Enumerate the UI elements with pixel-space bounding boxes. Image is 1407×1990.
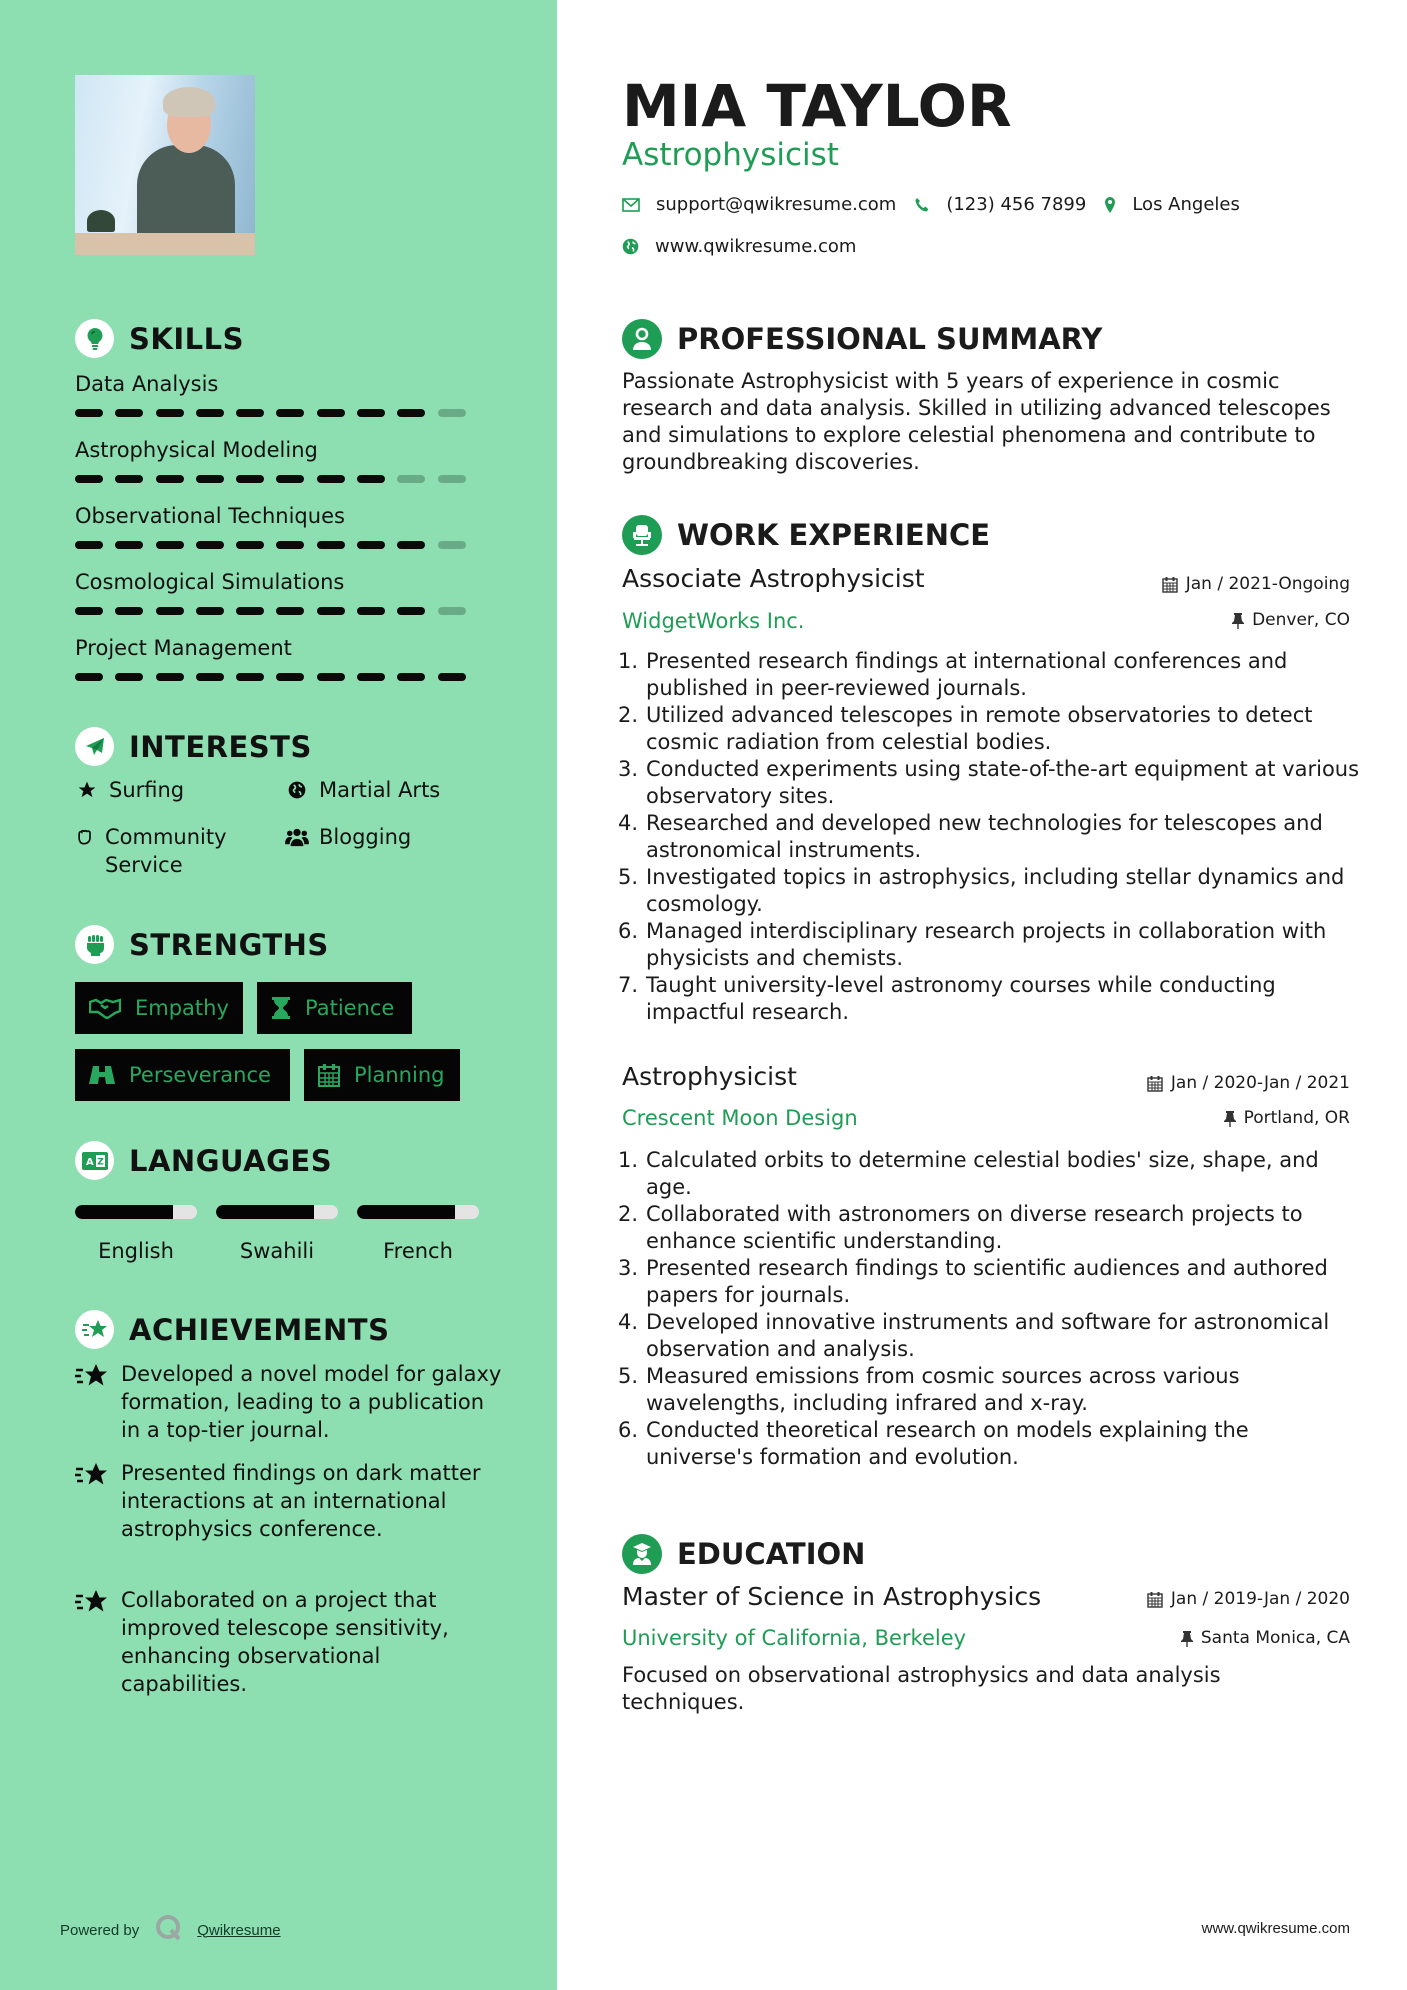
language-icon [75, 1141, 114, 1180]
education-location [1181, 1628, 1350, 1648]
job-responsibilities [617, 1147, 1362, 1471]
strength-label: Empathy [135, 996, 229, 1020]
responsibility-item [617, 810, 1362, 864]
job-location [1224, 1108, 1350, 1128]
interest-label: Blogging [319, 825, 412, 849]
skill-segment-filled [156, 541, 184, 549]
skill-segment-filled [75, 409, 103, 417]
contact-location [1104, 194, 1240, 215]
fist-icon [75, 925, 114, 964]
main-content [557, 0, 1407, 1990]
photo-person-hair [163, 87, 215, 117]
school-name: University of California, Berkeley [622, 1626, 967, 1650]
skills-section-header [75, 319, 244, 358]
responsibility-item [617, 864, 1362, 918]
users-icon [285, 823, 309, 851]
envelope-icon [622, 198, 640, 212]
skill-segment-filled [317, 673, 345, 681]
star-icon [75, 776, 99, 804]
job-location-text: Portland, OR [1243, 1108, 1350, 1128]
responsibility-item [617, 972, 1362, 1026]
achievement-text: Collaborated on a project that improved telescope sensitivity, enhancing observational capabilities. [121, 1588, 449, 1696]
skill-segment-filled [236, 607, 264, 615]
skill-segment-filled [75, 475, 103, 483]
skill-segment-empty [438, 607, 466, 615]
responsibility-item [617, 756, 1362, 810]
skill-segment-filled [276, 541, 304, 549]
interest-label: Martial Arts [319, 778, 441, 802]
responsibility-item [617, 648, 1362, 702]
contact-phone[interactable] [914, 194, 1086, 215]
binoculars-icon [89, 1064, 115, 1086]
graduate-icon [622, 1534, 662, 1574]
list-number: 5. [617, 1364, 638, 1388]
responsibility-item [617, 1147, 1362, 1201]
skill-segment-filled [156, 607, 184, 615]
job-location [1232, 610, 1350, 630]
language-proficiency-bar [75, 1205, 197, 1219]
contact-email[interactable] [622, 194, 896, 215]
website-text: www.qwikresume.com [655, 236, 857, 257]
education-dates-text: Jan / 2019-Jan / 2020 [1170, 1589, 1350, 1609]
responsibility-text: Calculated orbits to determine celestial bodies' size, shape, and age. [646, 1148, 1319, 1199]
responsibility-text: Conducted theoretical research on models explaining the universe's formation and evolution. [646, 1418, 1249, 1469]
responsibility-item [617, 1255, 1362, 1309]
strengths-heading: STRENGTHS [129, 927, 329, 962]
language-item [216, 1205, 338, 1263]
handshake-icon [89, 997, 121, 1019]
shooting-star-icon [75, 1310, 114, 1349]
list-number: 2. [617, 1202, 638, 1226]
skill-segment-empty [397, 475, 425, 483]
skill-segment-filled [115, 607, 143, 615]
responsibility-text: Developed innovative instruments and software for astronomical observation and analysis. [646, 1310, 1330, 1361]
profile-photo [75, 75, 255, 255]
list-number: 6. [617, 919, 638, 943]
photo-plant [87, 210, 115, 232]
skill-segment-filled [317, 475, 345, 483]
strength-label: Perseverance [129, 1063, 271, 1087]
list-number: 3. [617, 1256, 638, 1280]
skill-segment-filled [236, 673, 264, 681]
svg-text:Z: Z [96, 1157, 104, 1167]
contact-row [622, 194, 1258, 215]
responsibility-text: Utilized advanced telescopes in remote observatories to detect cosmic radiation from celestial bodies. [646, 703, 1313, 754]
list-number: 3. [617, 757, 638, 781]
skill-segment-filled [236, 541, 264, 549]
skill-item [75, 369, 505, 417]
achievement-text: Developed a novel model for galaxy formation, leading to a publication in a top-tier journal. [121, 1362, 502, 1442]
strength-chip [257, 982, 412, 1034]
phone-icon [914, 197, 930, 213]
list-number: 5. [617, 865, 638, 889]
responsibility-text: Managed interdisciplinary research projects in collaboration with physicists and chemists. [646, 919, 1327, 970]
education-description: Focused on observational astrophysics and data analysis techniques. [622, 1663, 1221, 1714]
hourglass-icon [271, 996, 291, 1020]
globe-icon [285, 776, 309, 804]
list-number: 4. [617, 1310, 638, 1334]
responsibility-text: Collaborated with astronomers on diverse research projects to enhance scientific understanding. [646, 1202, 1303, 1253]
skill-segment-filled [115, 673, 143, 681]
education-section-header [622, 1534, 865, 1574]
skill-segment-filled [397, 409, 425, 417]
qwikresume-logo-icon [155, 1914, 183, 1946]
email-text: support@qwikresume.com [656, 194, 897, 215]
lightbulb-icon [75, 319, 114, 358]
language-item [357, 1205, 479, 1263]
skill-segment-filled [317, 607, 345, 615]
calendar-icon [1162, 576, 1178, 593]
user-icon [622, 319, 662, 359]
responsibility-item [617, 1309, 1362, 1363]
language-proficiency-fill [216, 1205, 314, 1219]
skill-segment-filled [196, 475, 224, 483]
skill-segment-filled [276, 607, 304, 615]
skill-segment-filled [196, 673, 224, 681]
list-number: 2. [617, 703, 638, 727]
skill-segment-filled [276, 475, 304, 483]
pushpin-icon [1181, 1630, 1193, 1647]
skill-segment-empty [438, 475, 466, 483]
language-proficiency-fill [357, 1205, 455, 1219]
degree-title: Master of Science in Astrophysics [622, 1582, 1042, 1611]
skill-label: Project Management [75, 636, 292, 660]
language-label: French [383, 1239, 453, 1263]
responsibility-item [617, 702, 1362, 756]
strength-chip [75, 982, 243, 1034]
skill-segment-filled [357, 541, 385, 549]
contact-website[interactable] [622, 236, 856, 257]
job-responsibilities [617, 648, 1362, 1026]
skill-segment-filled [357, 409, 385, 417]
responsibility-text: Taught university-level astronomy courses while conducting impactful research. [646, 973, 1276, 1024]
job-location-text: Denver, CO [1252, 610, 1350, 630]
skill-segment-filled [438, 673, 466, 681]
skill-segment-empty [438, 541, 466, 549]
photo-desk [75, 233, 255, 255]
calendar-icon [1147, 1075, 1163, 1092]
interest-item [285, 823, 411, 851]
summary-section-header [622, 319, 1102, 359]
globe-icon [622, 238, 639, 255]
pushpin-icon [1232, 612, 1244, 629]
skill-segment-filled [75, 607, 103, 615]
interest-label: Community Service [105, 825, 227, 877]
candidate-title: Astrophysicist [622, 137, 839, 173]
list-number: 1. [617, 649, 638, 673]
job-company: Crescent Moon Design [622, 1106, 858, 1130]
sidebar [0, 0, 557, 1990]
skill-segment-filled [156, 409, 184, 417]
skill-item [75, 567, 505, 615]
strengths-section-header [75, 925, 329, 964]
education-location-text: Santa Monica, CA [1200, 1628, 1350, 1648]
footer-website[interactable]: www.qwikresume.com [1201, 1920, 1350, 1937]
interest-label: Surfing [109, 778, 185, 802]
pushpin-icon [1224, 1110, 1236, 1127]
responsibility-item [617, 1363, 1362, 1417]
strength-chip [304, 1049, 460, 1101]
shooting-star-icon [75, 1588, 111, 1620]
skill-segment-filled [156, 673, 184, 681]
qwikresume-link[interactable]: Qwikresume [197, 1921, 281, 1939]
skill-level-bar [75, 475, 505, 483]
language-label: English [98, 1239, 174, 1263]
list-number: 4. [617, 811, 638, 835]
skill-segment-filled [115, 541, 143, 549]
powered-by-label: Powered by [60, 1921, 140, 1939]
phone-text: (123) 456 7899 [946, 194, 1087, 215]
skill-segment-filled [196, 541, 224, 549]
hand-rock-icon [75, 823, 95, 851]
skill-item [75, 501, 505, 549]
skill-segment-filled [357, 607, 385, 615]
achievements-section-header [75, 1310, 389, 1349]
list-number: 6. [617, 1418, 638, 1442]
svg-text:A: A [85, 1156, 94, 1168]
experience-heading: WORK EXPERIENCE [677, 518, 991, 552]
experience-section-header [622, 515, 990, 555]
skill-level-bar [75, 673, 505, 681]
achievements-heading: ACHIEVEMENTS [129, 1312, 390, 1347]
skill-segment-filled [75, 541, 103, 549]
job-dates [1147, 1073, 1350, 1093]
education-heading: EDUCATION [677, 1537, 866, 1571]
skill-item [75, 633, 505, 681]
achievement-item [75, 1360, 505, 1444]
job-dates [1162, 574, 1350, 594]
responsibility-text: Researched and developed new technologies for telescopes and astronomical instruments. [646, 811, 1323, 862]
skill-segment-filled [397, 541, 425, 549]
strength-label: Patience [305, 996, 395, 1020]
responsibility-text: Conducted experiments using state-of-the-art equipment at various observatory sites. [646, 757, 1360, 808]
skill-segment-filled [397, 673, 425, 681]
skill-segment-filled [236, 409, 264, 417]
calendar-icon [318, 1063, 340, 1087]
skill-segment-filled [397, 607, 425, 615]
skill-segment-filled [156, 475, 184, 483]
skill-segment-filled [357, 475, 385, 483]
language-label: Swahili [239, 1239, 315, 1263]
achievement-item [75, 1586, 505, 1698]
location-text: Los Angeles [1132, 194, 1240, 215]
skill-level-bar [75, 541, 505, 549]
office-chair-icon [622, 515, 662, 555]
job-dates-text: Jan / 2021-Ongoing [1185, 574, 1350, 594]
language-proficiency-bar [216, 1205, 338, 1219]
language-proficiency-fill [75, 1205, 173, 1219]
shooting-star-icon [75, 1461, 111, 1493]
interests-heading: INTERESTS [129, 729, 312, 764]
skill-segment-filled [196, 409, 224, 417]
skill-level-bar [75, 409, 505, 417]
summary-heading: PROFESSIONAL SUMMARY [677, 322, 1103, 356]
skills-heading: SKILLS [129, 321, 244, 356]
education-dates [1147, 1589, 1350, 1609]
skill-level-bar [75, 607, 505, 615]
language-item [75, 1205, 197, 1263]
strength-label: Planning [354, 1063, 445, 1087]
skill-segment-empty [438, 409, 466, 417]
languages-heading: LANGUAGES [129, 1143, 333, 1178]
skill-segment-filled [357, 673, 385, 681]
skill-item [75, 435, 505, 483]
job-title: Astrophysicist [622, 1062, 797, 1091]
skill-segment-filled [276, 409, 304, 417]
summary-text: Passionate Astrophysicist with 5 years of experience in cosmic research and data analysis. Skilled in utilizing advanced telescopes and simulations to explore celestial phenomena and contribute to groundbreaking discoveries. [622, 369, 1331, 474]
powered-by [60, 1914, 281, 1946]
calendar-icon [1147, 1591, 1163, 1608]
responsibility-item [617, 1417, 1362, 1471]
responsibility-text: Investigated topics in astrophysics, including stellar dynamics and cosmology. [646, 865, 1345, 916]
skill-segment-filled [317, 409, 345, 417]
skill-label: Data Analysis [75, 372, 219, 396]
responsibility-item [617, 918, 1362, 972]
language-proficiency-bar [357, 1205, 479, 1219]
skill-segment-filled [276, 673, 304, 681]
list-number: 7. [617, 973, 638, 997]
paper-plane-icon [75, 727, 114, 766]
languages-section-header [75, 1141, 332, 1180]
skill-label: Astrophysical Modeling [75, 438, 318, 462]
responsibility-text: Presented research findings at international conferences and published in peer-reviewed journals. [646, 649, 1288, 700]
photo-person-body [137, 145, 235, 245]
skill-segment-filled [236, 475, 264, 483]
skill-segment-filled [196, 607, 224, 615]
skill-segment-filled [115, 475, 143, 483]
shooting-star-icon [75, 1362, 111, 1394]
skill-segment-filled [115, 409, 143, 417]
interest-item [75, 776, 184, 804]
list-number: 1. [617, 1148, 638, 1172]
skill-label: Cosmological Simulations [75, 570, 345, 594]
responsibility-item [617, 1201, 1362, 1255]
interests-section-header [75, 727, 312, 766]
map-marker-icon [1104, 196, 1116, 214]
strength-chip [75, 1049, 290, 1101]
achievement-text: Presented findings on dark matter interactions at an international astrophysics conference. [121, 1461, 481, 1541]
achievement-item [75, 1459, 505, 1543]
job-title: Associate Astrophysicist [622, 564, 925, 593]
job-dates-text: Jan / 2020-Jan / 2021 [1170, 1073, 1350, 1093]
interest-item [285, 776, 440, 804]
job-company: WidgetWorks Inc. [622, 609, 805, 633]
skill-segment-filled [317, 541, 345, 549]
skill-label: Observational Techniques [75, 504, 345, 528]
candidate-name: MIA TAYLOR [622, 72, 1012, 140]
skill-segment-filled [75, 673, 103, 681]
interest-item [75, 823, 265, 879]
responsibility-text: Measured emissions from cosmic sources across various wavelengths, including infrared and x-ray. [646, 1364, 1240, 1415]
responsibility-text: Presented research findings to scientific audiences and authored papers for journals. [646, 1256, 1328, 1307]
